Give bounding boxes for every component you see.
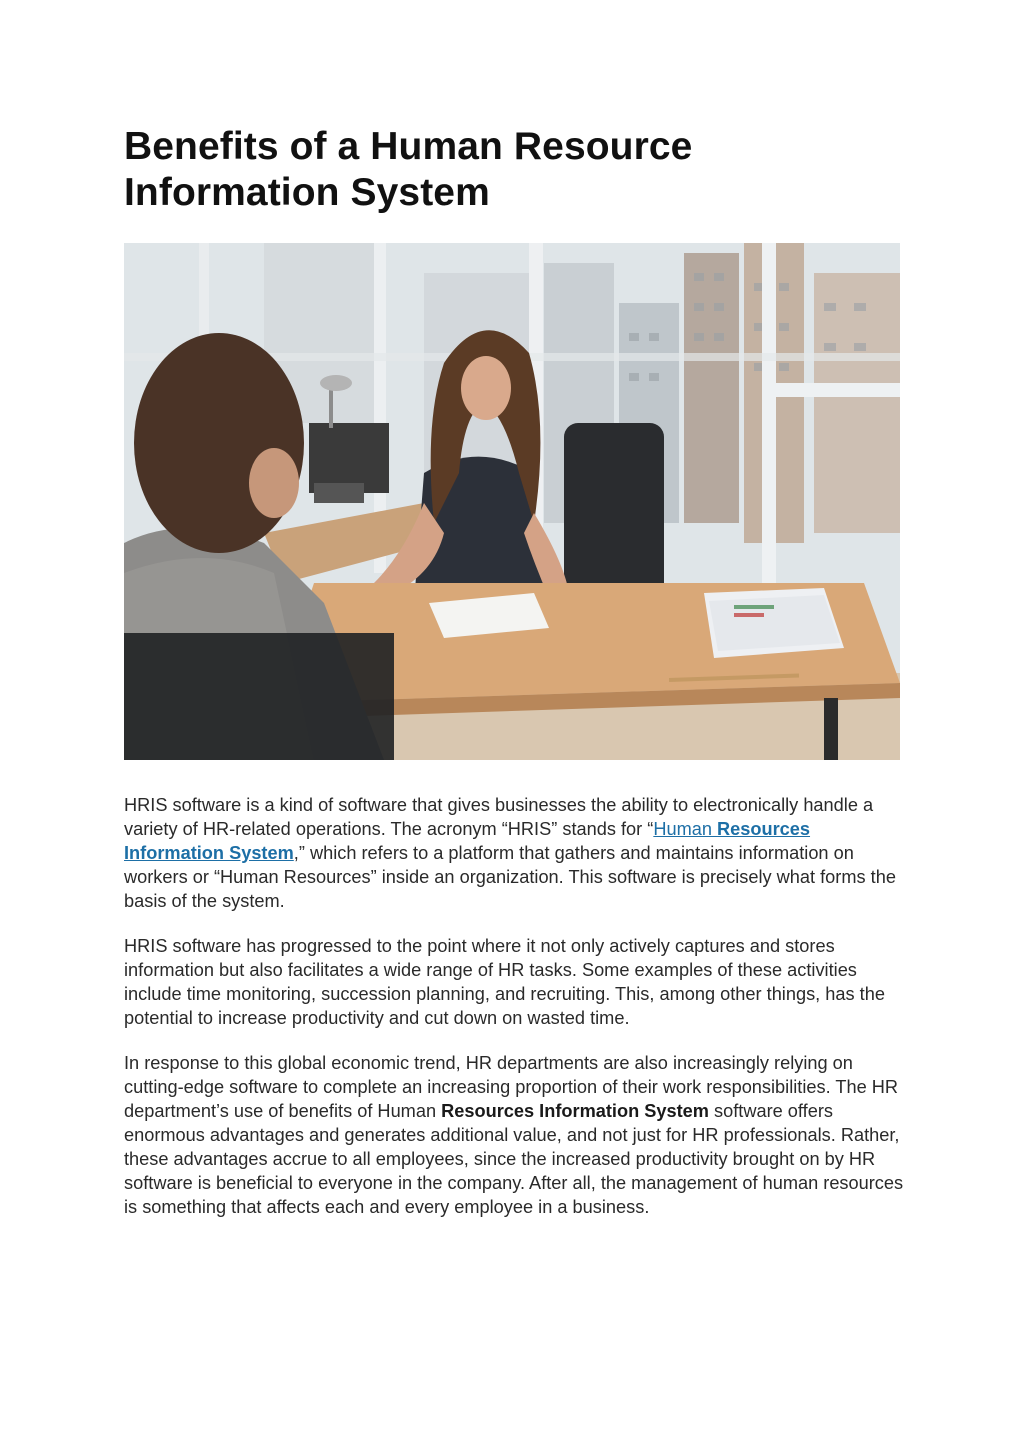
hero-photo-interview [124, 243, 900, 760]
office-interview-illustration [124, 243, 900, 760]
paragraph-intro [124, 793, 904, 913]
page-title [124, 124, 904, 216]
intro-text-end: ,” which refers to a platform that gathers and maintains information on workers or “Human Resources” inside an organization. This software is precisely what forms the basis of the system. [124, 843, 896, 911]
title-line-1: Benefits of a Human Resource [124, 125, 693, 168]
hris-link-plain: Human [653, 819, 718, 839]
trend-text-end: software offers enormous advantages and generates additional value, and not just for HR professionals. Rather, these advantages accrue to all employees, since the increased productivity brought on by HR software is beneficial to everyone in the company. After all, the management of human resources is something that affects each and every employee in a business. [124, 1101, 904, 1217]
paragraph-progress: HRIS software has progressed to the point where it not only actively captures and stores information but also facilitates a wide range of HR tasks. Some examples of these activities include time monitoring, succession planning, and recruiting. This, among other things, has the potential to increase productivity and cut down on wasted time. [124, 936, 885, 1028]
paragraph-trend [124, 1051, 904, 1219]
title-line-2: Information System [124, 171, 490, 214]
intro-text-start: HRIS software is a kind of software that gives businesses the ability to electronically handle a variety of HR-related operations. The acronym “HRIS” stands for “ [124, 795, 874, 839]
document-page [124, 124, 904, 1219]
trend-bold-term: Resources Information System [441, 1101, 709, 1121]
hris-link-bold: Resources Information System [124, 819, 811, 863]
trend-text-start: In response to this global economic trend, HR departments are also increasingly relying on cutting-edge software to complete an increasing proportion of their work responsibilities. The HR department’s use of benefits of Human [124, 1053, 899, 1121]
